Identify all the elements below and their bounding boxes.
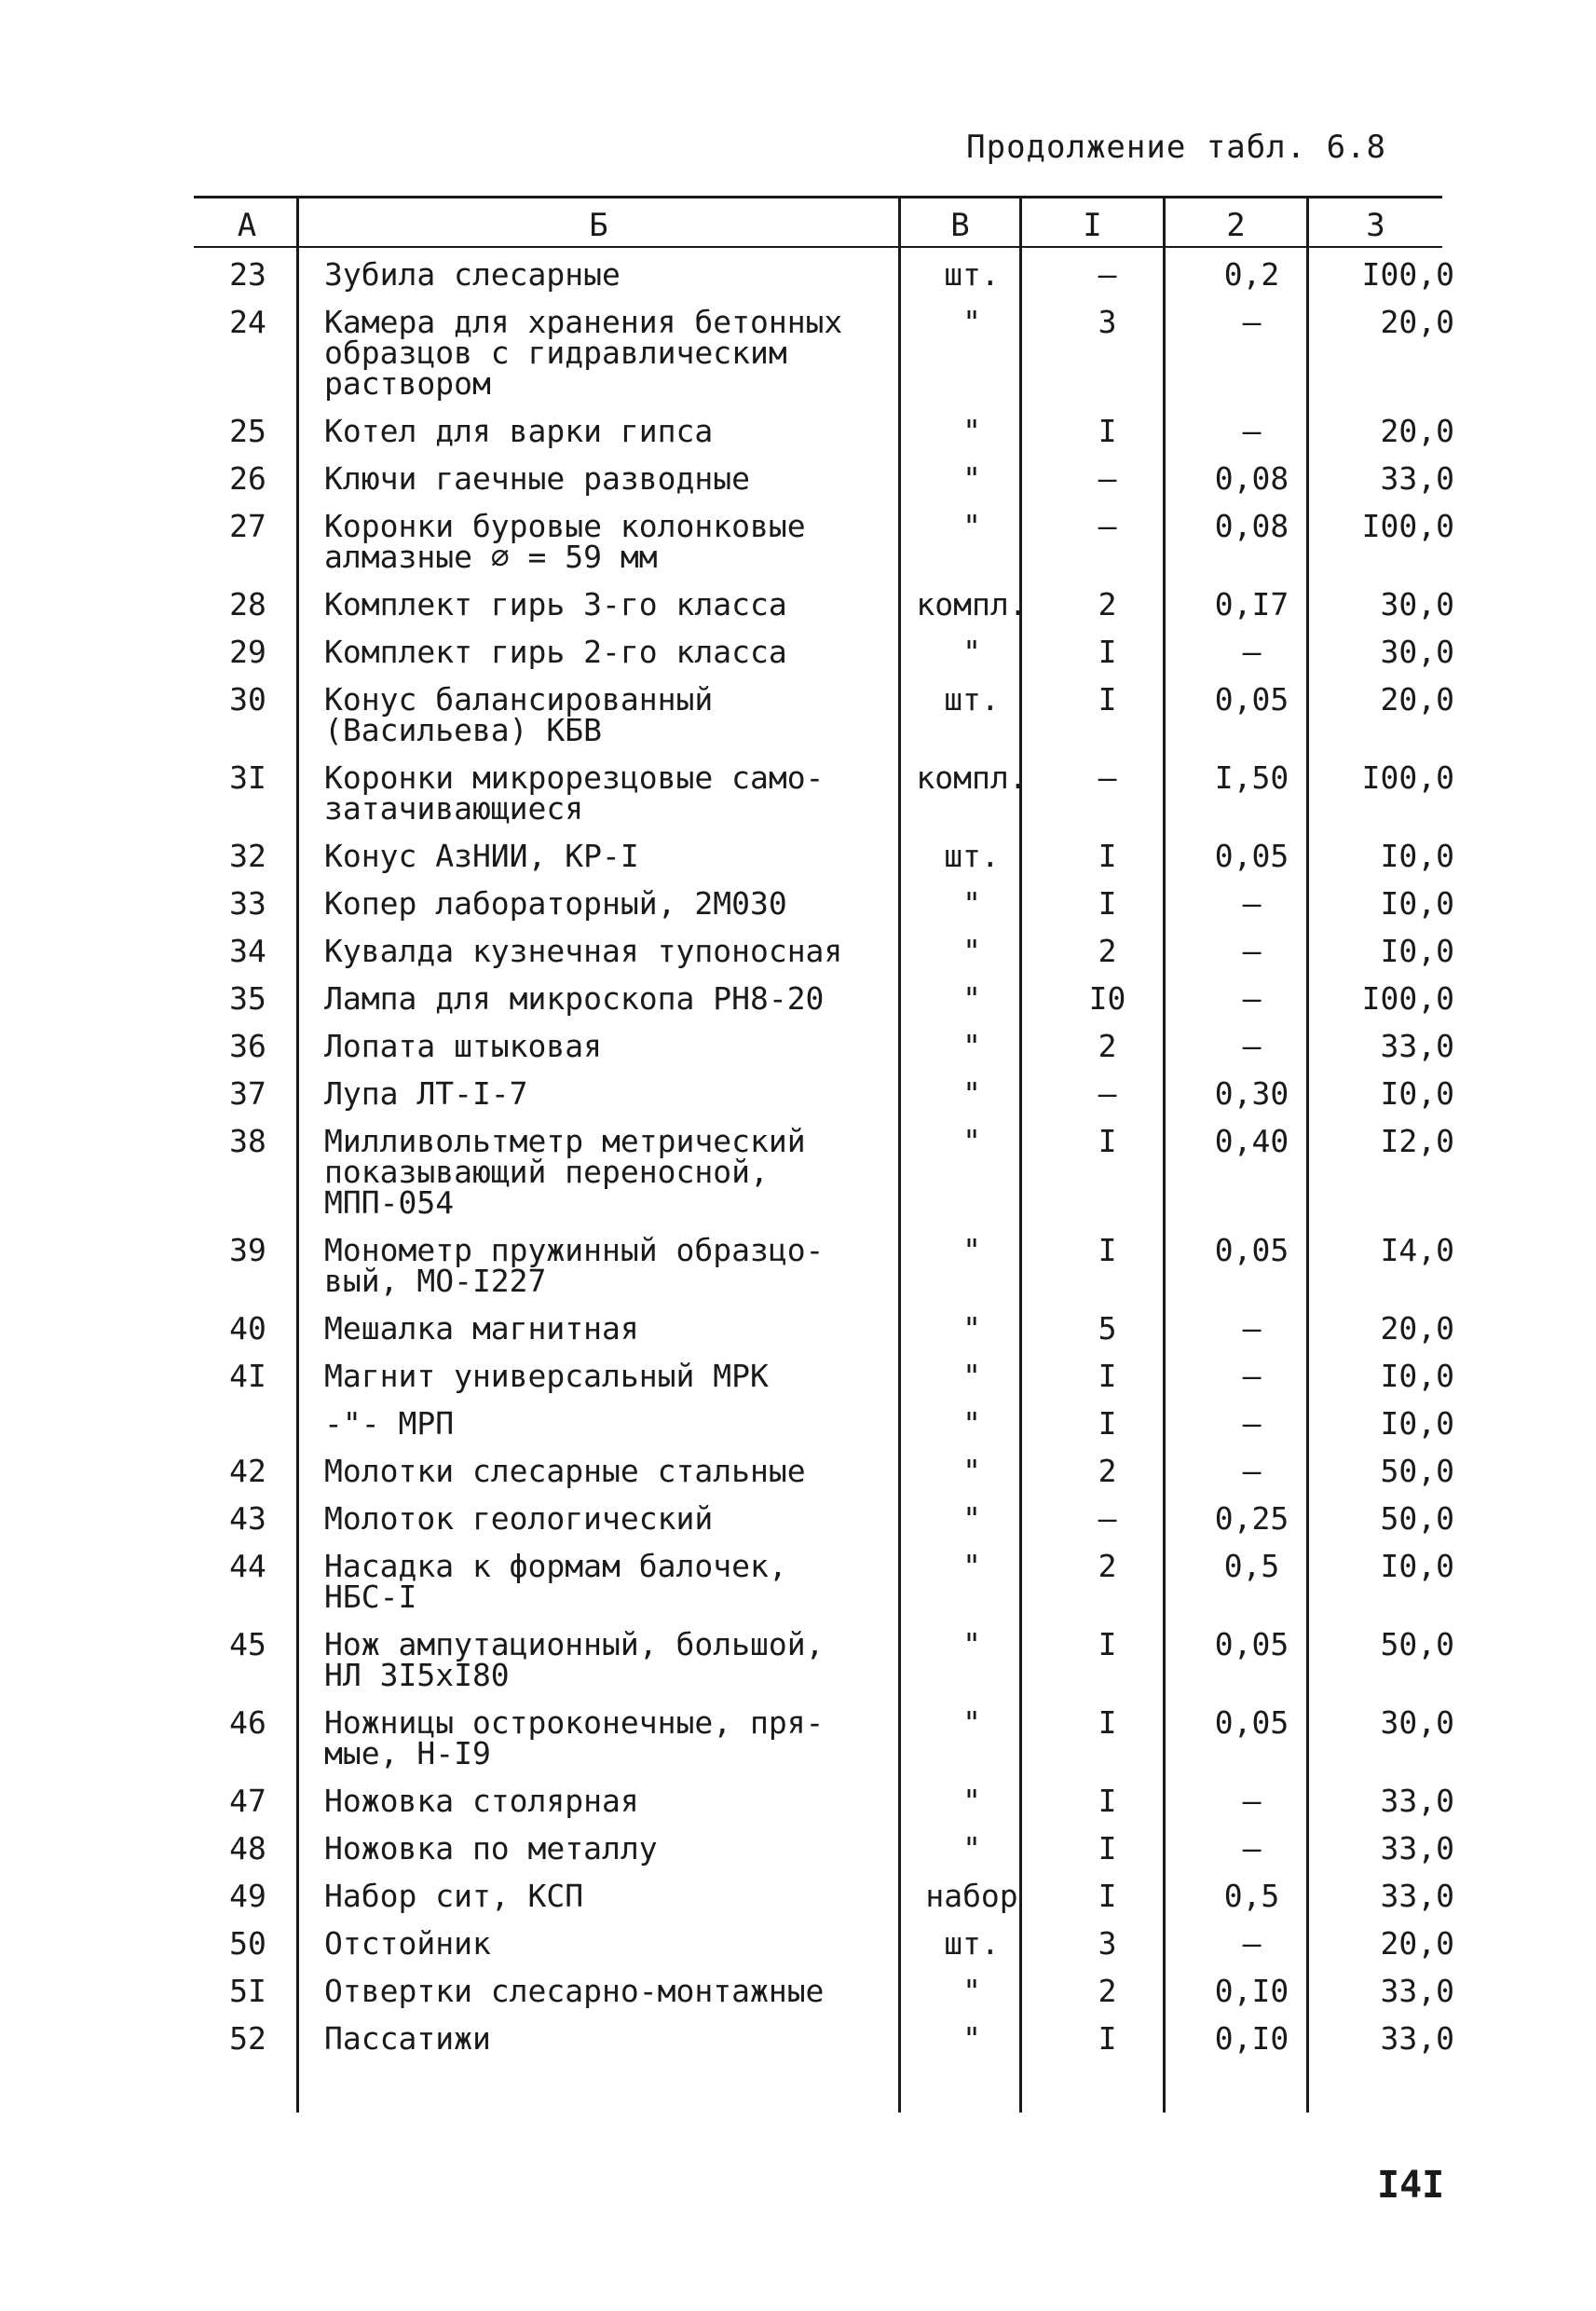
table-row [198,259,1454,307]
item-name: Комплект гирь 2-го класса [324,634,787,670]
col-1-value: 5 [1098,1310,1117,1347]
row-number: 48 [229,1830,266,1867]
col-3-value: I0,0 [1380,933,1454,969]
col-1-value: 3 [1098,304,1117,340]
col-2-value: – [1242,933,1262,969]
col-1-value: I [1098,681,1117,718]
col-1-value: 2 [1098,586,1117,622]
header-col-2: 2 [1226,207,1246,244]
table-row [198,1313,1454,1361]
unit: компл. [916,586,1028,622]
unit: " [962,1310,981,1347]
col-1-value: – [1098,1075,1117,1112]
col-2-value: – [1242,885,1262,922]
col-2-value: 0,05 [1214,1626,1289,1662]
col-1-value: 3 [1098,1925,1117,1962]
table-row [198,1235,1454,1313]
item-name: Коронки буровые колонковые алмазные ∅ = 59 мм [324,508,806,575]
col-3-value: I0,0 [1380,1358,1454,1394]
col-1-value: I [1098,1878,1117,1914]
col-1-value: I [1098,2020,1117,2057]
item-name: Ножницы остроконечные, пря- мые, Н-I9 [324,1704,825,1771]
col-3-value: 50,0 [1380,1626,1454,1662]
col-3-value: 33,0 [1380,1028,1454,1064]
col-3-value: 20,0 [1380,304,1454,340]
row-number: 37 [229,1075,266,1112]
unit: " [962,304,981,340]
col-2-value: I,50 [1214,759,1289,796]
table-row [198,841,1454,888]
item-name: Кувалда кузнечная тупоносная [324,933,843,969]
item-name: -"- МРП [324,1405,455,1442]
table-row [198,936,1454,983]
col-1-value: I0 [1088,980,1126,1017]
col-2-value: – [1242,1358,1262,1394]
unit: " [962,1358,981,1394]
item-name: Ключи гаечные разводные [324,460,750,497]
row-number: 52 [229,2020,266,2057]
col-2-value: 0,05 [1214,1232,1289,1268]
unit: " [962,413,981,449]
table-row [198,762,1454,841]
col-3-value: I00,0 [1361,256,1454,293]
item-name: Ножовка столярная [324,1783,639,1819]
row-number: 44 [229,1548,266,1584]
row-number: 29 [229,634,266,670]
row-number: 30 [229,681,266,718]
unit: " [962,460,981,497]
col-2-value: 0,05 [1214,838,1289,874]
header-col-1: I [1083,207,1102,244]
item-name: Конус балансированный (Васильева) КБВ [324,681,714,748]
row-number: 38 [229,1123,266,1159]
table-row [198,983,1454,1031]
col-3-value: I0,0 [1380,1548,1454,1584]
row-number: 27 [229,508,266,544]
unit: шт. [944,1925,1000,1962]
row-number: 36 [229,1028,266,1064]
item-name: Комплект гирь 3-го класса [324,586,787,622]
col-2-value: – [1242,413,1262,449]
header-col-a: А [237,207,257,244]
col-3-value: 30,0 [1380,634,1454,670]
col-3-value: 50,0 [1380,1453,1454,1489]
item-name: Котел для варки гипса [324,413,714,449]
item-name: Конус АзНИИ, КР-I [324,838,639,874]
col-1-value: I [1098,634,1117,670]
col-3-value: I0,0 [1380,885,1454,922]
table-row [198,1551,1454,1629]
row-number: 40 [229,1310,266,1347]
header-col-b: Б [589,207,608,244]
col-3-value: 33,0 [1380,1830,1454,1867]
unit: шт. [944,681,1000,718]
unit: " [962,1028,981,1064]
item-name: Коронки микрорезцовые само- затачивающиеся [324,759,825,827]
item-name: Набор сит, КСП [324,1878,584,1914]
table-row [198,2023,1454,2071]
col-2-value: 0,30 [1214,1075,1289,1112]
item-name: Зубила слесарные [324,256,621,293]
col-3-value: 33,0 [1380,1783,1454,1819]
row-number: 5I [229,1973,266,2009]
table-row [198,1785,1454,1833]
col-1-value: 2 [1098,1028,1117,1064]
col-3-value: 20,0 [1380,681,1454,718]
col-3-value: 33,0 [1380,460,1454,497]
table-row [198,463,1454,511]
col-1-value: I [1098,1358,1117,1394]
row-number: 32 [229,838,266,874]
table-caption: Продолжение табл. 6.8 [966,129,1386,166]
col-2-value: – [1242,1453,1262,1489]
row-number: 35 [229,980,266,1017]
row-number [198,1408,298,1456]
item-name: Ножовка по металлу [324,1830,658,1867]
table-row [198,1928,1454,1976]
unit: " [962,1626,981,1662]
col-1-value: I [1098,885,1117,922]
table-row [198,1503,1454,1551]
col-3-value: I0,0 [1380,1405,1454,1442]
item-name: Монометр пружинный образцо- вый, МО-I227 [324,1232,825,1299]
item-name: Копер лабораторный, 2М030 [324,885,787,922]
unit: " [962,885,981,922]
table-row [198,1707,1454,1785]
unit: " [962,508,981,544]
col-1-value: 2 [1098,1453,1117,1489]
row-number: 28 [229,586,266,622]
equipment-table [198,256,1454,2071]
table-row [198,589,1454,636]
col-1-value: – [1098,1500,1117,1537]
table-row [198,511,1454,589]
col-1-value: I [1098,413,1117,449]
unit: " [962,1405,981,1442]
item-name: Нож ампутационный, большой, НЛ 3I5хI80 [324,1626,825,1693]
col-1-value: 2 [1098,933,1117,969]
row-number: 46 [229,1704,266,1741]
item-name: Лупа ЛТ-I-7 [324,1075,528,1112]
item-name: Молотки слесарные стальные [324,1453,806,1489]
table-row [198,416,1454,463]
col-1-value: – [1098,759,1117,796]
col-3-value: I00,0 [1361,508,1454,544]
table-row [198,1833,1454,1880]
item-name: Молоток геологический [324,1500,714,1537]
unit: " [962,1704,981,1741]
row-number: 24 [229,304,266,340]
unit: " [962,1973,981,2009]
col-2-value: – [1242,304,1262,340]
col-3-value: 20,0 [1380,1925,1454,1962]
unit: " [962,1075,981,1112]
col-2-value: – [1242,1028,1262,1064]
col-1-value: – [1098,256,1117,293]
col-3-value: I00,0 [1361,980,1454,1017]
unit: " [962,1548,981,1584]
col-2-value: 0,08 [1214,460,1289,497]
col-3-value: 20,0 [1380,1310,1454,1347]
item-name: Магнит универсальный МРК [324,1358,769,1394]
item-name: Насадка к формам балочек, НБС-I [324,1548,787,1615]
col-3-value: 33,0 [1380,1973,1454,2009]
col-3-value: 20,0 [1380,413,1454,449]
col-1-value: 2 [1098,1973,1117,2009]
col-2-value: – [1242,980,1262,1017]
row-number: 33 [229,885,266,922]
row-number: 25 [229,413,266,449]
row-number: 4I [229,1358,266,1394]
col-3-value: I2,0 [1380,1123,1454,1159]
row-number: 34 [229,933,266,969]
col-2-value: – [1242,1783,1262,1819]
col-2-value: – [1242,1830,1262,1867]
col-2-value: 0,I0 [1214,1973,1289,2009]
row-number: 39 [229,1232,266,1268]
col-3-value: 30,0 [1380,1704,1454,1741]
table-row [198,1078,1454,1126]
table-top-rule [194,196,1442,198]
unit: " [962,2020,981,2057]
item-name: Пассатижи [324,2020,491,2057]
col-1-value: I [1098,1405,1117,1442]
row-number: 45 [229,1626,266,1662]
row-number: 50 [229,1925,266,1962]
table-row [198,1361,1454,1408]
row-number: 3I [229,759,266,796]
col-1-value: I [1098,1626,1117,1662]
col-2-value: – [1242,1310,1262,1347]
col-3-value: 30,0 [1380,586,1454,622]
unit: компл. [916,759,1028,796]
unit: " [962,1123,981,1159]
row-number: 47 [229,1783,266,1819]
col-3-value: 33,0 [1380,2020,1454,2057]
header-col-v: В [950,207,970,244]
item-name: Лампа для микроскопа РН8-20 [324,980,825,1017]
table-row [198,307,1454,416]
row-number: 49 [229,1878,266,1914]
col-3-value: I00,0 [1361,759,1454,796]
unit: " [962,1830,981,1867]
col-2-value: 0,5 [1223,1878,1280,1914]
col-2-value: 0,I0 [1214,2020,1289,2057]
col-2-value: 0,5 [1223,1548,1280,1584]
item-name: Отстойник [324,1925,491,1962]
col-3-value: I0,0 [1380,838,1454,874]
unit: " [962,980,981,1017]
col-2-value: 0,2 [1223,256,1280,293]
col-2-value: – [1242,634,1262,670]
table-row [198,1629,1454,1707]
unit: " [962,1500,981,1537]
row-number: 26 [229,460,266,497]
col-1-value: I [1098,838,1117,874]
col-2-value: 0,40 [1214,1123,1289,1159]
header-col-3: 3 [1366,207,1385,244]
unit: " [962,1783,981,1819]
col-2-value: 0,08 [1214,508,1289,544]
item-name: Отвертки слесарно-монтажные [324,1973,825,2009]
unit: " [962,1453,981,1489]
item-name: Камера для хранения бетонных образцов с гидравлическим раствором [324,304,843,402]
table-row [198,684,1454,762]
col-3-value: 50,0 [1380,1500,1454,1537]
table-row [198,1456,1454,1503]
col-3-value: I0,0 [1380,1075,1454,1112]
row-number: 42 [229,1453,266,1489]
col-2-value: 0,25 [1214,1500,1289,1537]
col-1-value: I [1098,1783,1117,1819]
col-2-value: 0,05 [1214,681,1289,718]
table-row [198,1880,1454,1928]
col-1-value: I [1098,1232,1117,1268]
unit: " [962,634,981,670]
col-1-value: – [1098,460,1117,497]
table-row [198,1408,1454,1456]
unit: шт. [944,256,1000,293]
table-row [198,888,1454,936]
table-row [198,1031,1454,1078]
item-name: Лопата штыковая [324,1028,603,1064]
row-number: 23 [229,256,266,293]
col-3-value: I4,0 [1380,1232,1454,1268]
col-2-value: – [1242,1405,1262,1442]
table-header-rule [194,246,1442,248]
col-2-value: 0,05 [1214,1704,1289,1741]
unit: " [962,933,981,969]
col-1-value: I [1098,1704,1117,1741]
col-1-value: 2 [1098,1548,1117,1584]
col-2-value: 0,I7 [1214,586,1289,622]
unit: набор [925,1878,1018,1914]
col-1-value: I [1098,1830,1117,1867]
table-body [198,256,1454,2071]
col-1-value: – [1098,508,1117,544]
table-row [198,1976,1454,2023]
item-name: Милливольтметр метрический показывающий переносной, МПП-054 [324,1123,806,1221]
table-row [198,636,1454,684]
col-3-value: 33,0 [1380,1878,1454,1914]
row-number: 43 [229,1500,266,1537]
unit: " [962,1232,981,1268]
col-2-value: – [1242,1925,1262,1962]
col-1-value: I [1098,1123,1117,1159]
page-number: I4I [1377,2164,1445,2207]
item-name: Мешалка магнитная [324,1310,639,1347]
unit: шт. [944,838,1000,874]
table-row [198,1126,1454,1235]
